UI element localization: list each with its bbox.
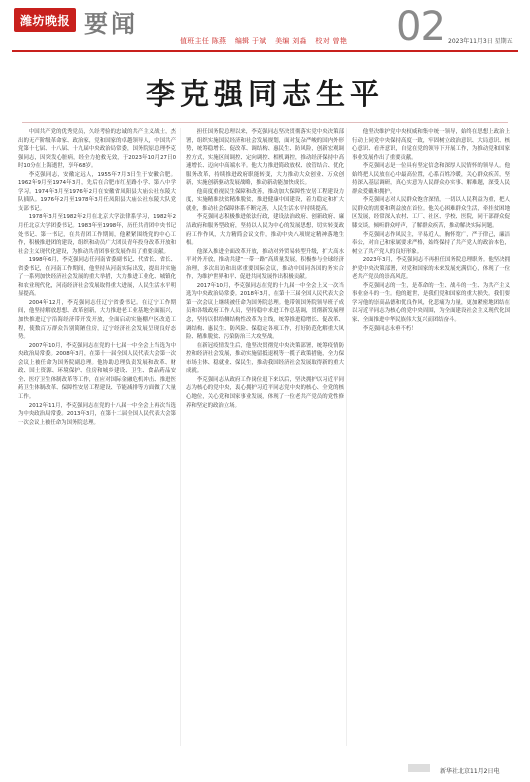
- issue-date: 2023年11月3日 星期五: [448, 38, 513, 45]
- article-column-2: [186, 128, 344, 748]
- article-paragraph: 李克强同志对人民群众饱含深情，一切以人民利益为重，把人民群众的需要和利益放在首位。他关心困难群众生活，牵挂贫困地区发展，经常深入农村、工厂、社区、学校、医院，同干部群众促膝交谈，倾听群众呼声，了解群众疾苦，推动解决实际问题。: [352, 197, 510, 230]
- article-paragraph: 中国共产党的优秀党员，久经考验的忠诚的共产主义战士，杰出的无产阶级革命家、政治家，党和国家的卓越领导人，中国共产党第十七届、十八届、十九届中央政治局常委，国务院原总理李克强同志，因突发心脏病，经全力抢救无效，于2023年10月27日0时10分在上海逝世，享年68岁。: [18, 129, 176, 170]
- article-column-3: [352, 128, 510, 748]
- article-headline: 李克强同志生平: [145, 77, 384, 111]
- article-paragraph: 李克强同志是一位具有坚定信念和深厚人民情怀的领导人。他始终把人民放在心中最高位置，心系百姓冷暖，关心群众疾苦，坚持深入基层调研，真心实意为人民群众办实事、解难题，深受人民群众爱戴和拥护。: [352, 163, 510, 195]
- editor-credit: 校对 曾艳: [315, 37, 348, 45]
- article-paragraph: 李克强同志作风民主，平易近人，胸怀宽广，严于律己，廉洁奉公，对自己和家属要求严格，始终保持了共产党人的政治本色，树立了共产党人的良好形象。: [352, 231, 510, 255]
- editor-credit: 编辑 于斌: [234, 37, 267, 45]
- article-paragraph: 李克强同志从政府工作岗位退下来以后，坚决拥护以习近平同志为核心的党中央，衷心拥护习近平同志党中央的核心、全党的核心地位，关心党和国家事业发展，体现了一位老共产党员的党性修养和坚定的政治立场。: [186, 376, 344, 409]
- newspaper-logo-text: 潍坊晚报: [19, 13, 70, 28]
- column-separator: [180, 128, 181, 746]
- article-paragraph: 1978年3月至1982年2月在北京大学法律系学习，1982年2月任北京大学团委书记。1983年至1998年，历任共青团中央书记处书记、第一书记，在共青团工作期间，他紧紧围绕党的中心工作，积极推进团的建设，组织和动员广大团员青年投身改革开放和社会主义现代化建设，为推动共青团事业发展作出了重要贡献。: [18, 214, 176, 255]
- headline-divider: [22, 122, 508, 123]
- article-paragraph: 2012年11月，李克强同志在党的十八届一中全会上再次当选为中央政治局常委。2013年3月，在第十二届全国人民代表大会第一次会议上被任命为国务院总理。: [18, 402, 176, 426]
- article-paragraph: 2023年3月，李克强同志不再担任国务院总理职务。他坚决拥护党中央决策部署，对党和国家的未来发展充满信心，体现了一位老共产党员的崇高风范。: [352, 257, 510, 281]
- article-paragraph: 2017年10月，李克强同志在党的十九届一中全会上又一次当选为中央政治局常委。2018年3月，在第十三届全国人民代表大会第一次会议上继续被任命为国务院总理。他带领国务院领导班子成员和各级政府工作人员，坚持稳中求进工作总基调，贯彻新发展理念，坚持以供给侧结构性改革为主线，统筹推进稳增长、促改革、调结构、惠民生、防风险、保稳定各项工作，打好防范化解重大风险、精准脱贫、污染防治三大攻坚战。: [186, 282, 344, 341]
- article-paragraph: 2007年10月，李克强同志在党的十七届一中全会上当选为中央政治局常委。2008年3月，在第十一届全国人民代表大会第一次会议上被任命为国务院副总理。他协助总理负责发展和改革、财政、国土资源、环境保护、住房和城乡建设、卫生、食品药品安全、医疗卫生体制改革等工作，在应对国际金融危机冲击、推进医药卫生体制改革、保障性安居工程建设、节能减排等方面做了大量工作。: [18, 342, 176, 400]
- article-paragraph: 李克强同志，安徽定远人，1955年7月3日生于安徽合肥。1962年9月至1974年3月，先后在合肥市红星路小学、第八中学学习。1974年3月至1976年2月在安徽省凤阳县大庙公社东陵大队插队。1976年2月至1978年3月任凤阳县大庙公社东陵大队党支部书记。: [18, 171, 176, 212]
- source-mark-icon: [408, 763, 430, 773]
- article-paragraph: 他深入推进全面改革开放，推动对外贸易转型升级，扩大高水平对外开放，推动共建“一带一路”高质量发展，积极参与全球经济治理，多次出访和出席重要国际会议，推动中国同各国的务实合作，为维护世界和平、促进共同发展作出积极贡献。: [186, 248, 344, 281]
- column-separator: [346, 128, 347, 746]
- section-title: 要闻: [84, 9, 138, 38]
- editor-credit: 美编 刘淼: [275, 37, 307, 45]
- article-paragraph: 2004年12月，李克强同志任辽宁省委书记。在辽宁工作期间，他坚持解放思想、改革创新，大力推进老工业基地全面振兴，加快推进辽宁沿海经济带开发开放，全面启动实施棚户区改造工程，使数百万群众告别简陋住房，辽宁经济社会发展呈现良好态势。: [18, 299, 176, 341]
- article-paragraph: 在新冠疫情发生后，他坚决贯彻党中央决策部署，统筹疫情防控和经济社会发展，推动实施留抵退税等一揽子政策措施，全力保市场主体、稳就业、保民生，推动我国经济社会发展取得新的重大成就。: [186, 342, 344, 375]
- editor-credits: [180, 36, 353, 46]
- newspaper-logo: [14, 8, 76, 32]
- article-paragraph: 李克强同志积极推进依法行政，建设法治政府、创新政府、廉洁政府和服务型政府，坚持以人民为中心的发展思想，切实转变政府工作作风，大力精简会议文件，推动中央八项规定精神落地生根。: [186, 214, 344, 247]
- masthead: [0, 0, 530, 54]
- header-divider: [12, 50, 518, 52]
- article-source: 新华社北京11月2日电: [440, 768, 500, 775]
- article-paragraph: 李克强同志的一生，是革命的一生、战斗的一生、为共产主义事业奋斗的一生。他的逝世，是我们党和国家的重大损失。我们要学习他的崇高品德和优良作风，化悲痛为力量，更加紧密地团结在以习近平同志为核心的党中央周围，为全面建设社会主义现代化国家、全面推进中华民族伟大复兴而团结奋斗。: [352, 282, 510, 324]
- article-paragraph: 他坚决维护党中央权威和集中统一领导，始终在思想上政治上行动上同党中央保持高度一致，牢固树立政治意识、大局意识、核心意识、看齐意识，自觉在党的领导下开展工作，为推动党和国家事业发展作出了重要贡献。: [352, 129, 510, 161]
- editor-credit: 值班主任 陈燕: [180, 37, 227, 45]
- article-paragraph: 担任国务院总理以来，李克强同志坚决贯彻落实党中央决策部署，组织实施国民经济和社会发展规划，面对复杂严峻的国内外形势，统筹稳增长、促改革、调结构、惠民生、防风险，创新宏观调控方式，实施区间调控、定向调控、相机调控，推动经济保持中高速增长、迈向中高端水平。他大力推进简政放权、放管结合、优化服务改革，持续推进政府职能转变，大力推动大众创业、万众创新，实施创新驱动发展战略，推动新动能加快成长。: [186, 129, 344, 187]
- article-paragraph: 李克强同志永垂不朽！: [362, 325, 417, 332]
- article-paragraph: 他高度重视民生保障和改善，推动加大保障性安居工程建设力度，实施精准扶贫精准脱贫，推进健康中国建设，着力稳定和扩大就业，推动社会保障体系不断完善，人民生活水平持续提高。: [186, 188, 344, 212]
- article-paragraph: 1998年6月，李克强同志任河南省委副书记、代省长、省长、省委书记，在河南工作期间，他坚持从河南实际出发，提出并实施了一系列加快经济社会发展的重大举措，大力推进工业化、城镇化和农业现代化，河南经济社会发展取得重大进展，人民生活水平明显提高。: [18, 257, 176, 298]
- article-column-1: [18, 128, 176, 748]
- page-number: 02: [396, 4, 445, 50]
